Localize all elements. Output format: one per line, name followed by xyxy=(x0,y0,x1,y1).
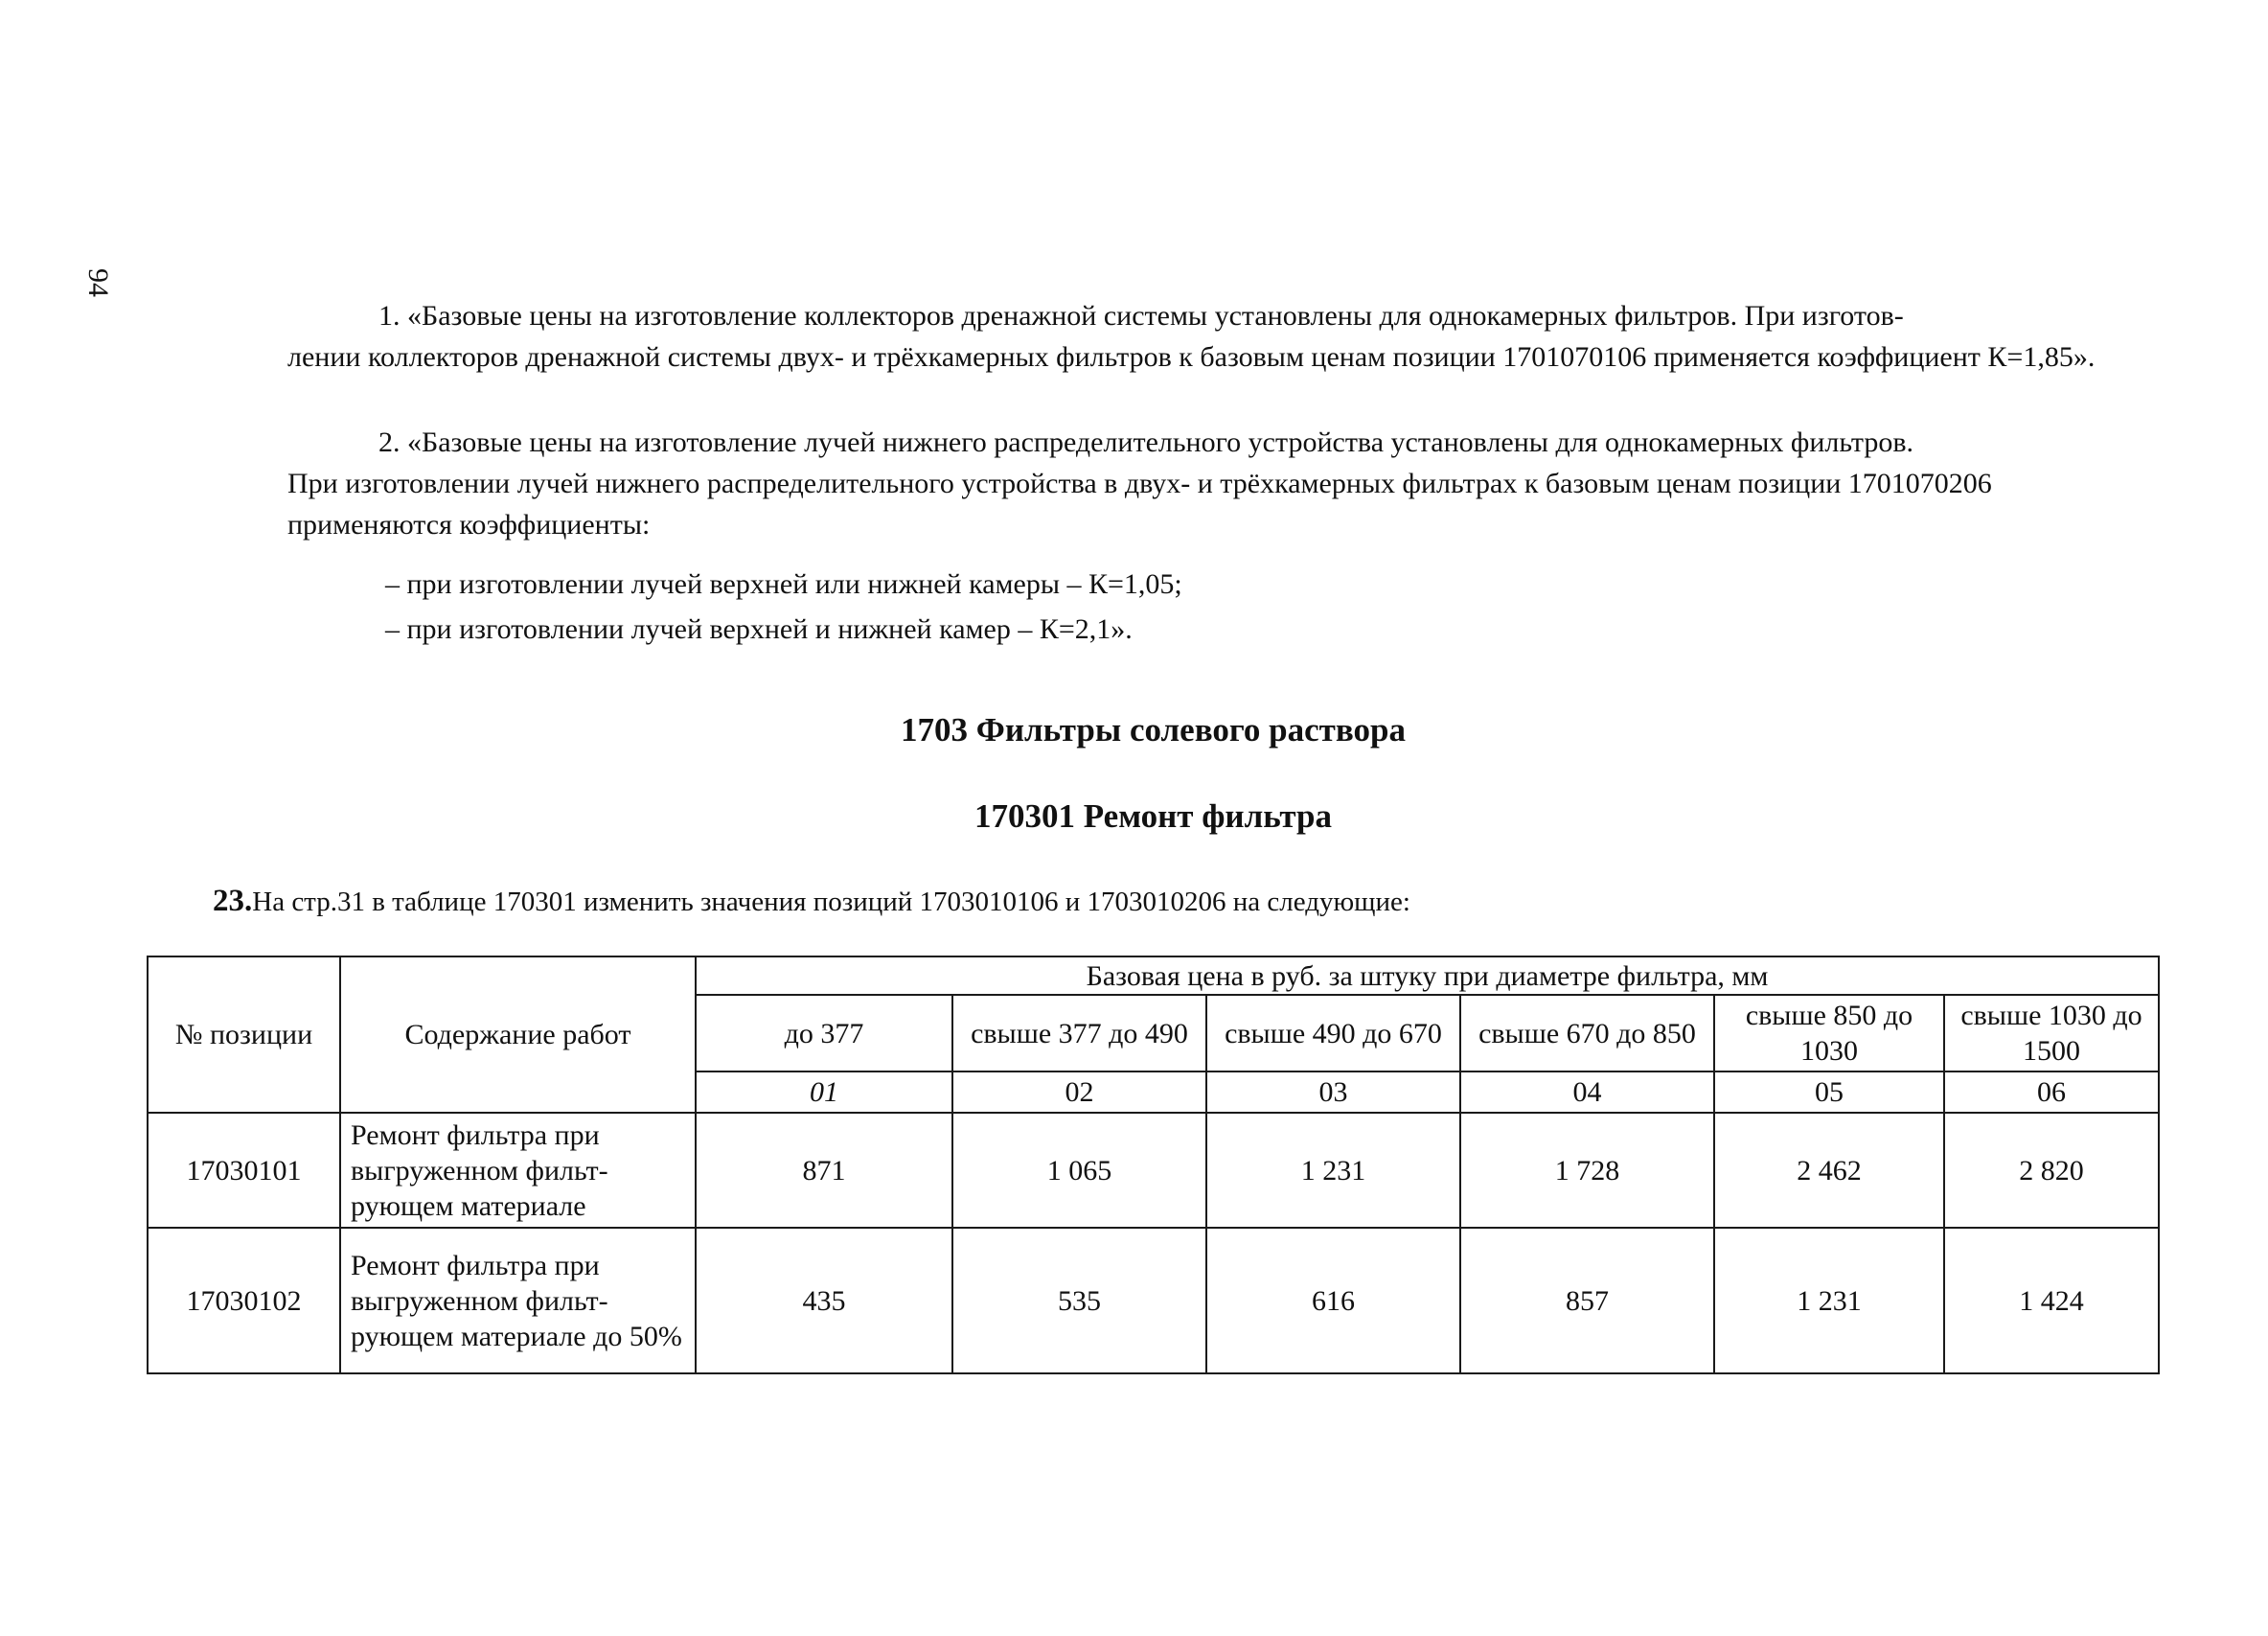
range-header: свыше 850 до 1030 xyxy=(1714,995,1944,1071)
price-cell: 871 xyxy=(696,1113,952,1228)
column-header-position: № позиции xyxy=(148,956,340,1113)
instruction-text: На стр.31 в таблице 170301 изменить значения позиций 1703010106 и 1703010206 на следующие: xyxy=(252,887,1410,917)
instruction xyxy=(213,884,1410,919)
column-code: 06 xyxy=(1944,1071,2159,1113)
coefficient-item: – при изготовлении лучей верхней или нижней камеры – К=1,05; xyxy=(385,568,1182,600)
work-cell: Ремонт фильтра при выгруженном фильтрующем материале xyxy=(340,1113,696,1228)
column-code: 03 xyxy=(1206,1071,1460,1113)
price-cell: 1 728 xyxy=(1460,1113,1714,1228)
price-cell: 1 424 xyxy=(1944,1228,2159,1373)
work-cell: Ремонт фильтра при выгруженном фильтрующем материале до 50% xyxy=(340,1228,696,1373)
price-cell: 2 462 xyxy=(1714,1113,1944,1228)
table-header-row xyxy=(148,956,2159,995)
paragraph-1-rest: лении коллекторов дренажной системы двух- и трёхкамерных фильтров к базовым ценам позиции 1701070106 применяется коэффициент К=1,85». xyxy=(287,341,2096,373)
coefficient-item: – при изготовлении лучей верхней и нижней камер – К=2,1». xyxy=(385,613,1133,645)
price-cell: 2 820 xyxy=(1944,1113,2159,1228)
column-header-work: Содержание работ xyxy=(340,956,696,1113)
paragraph-1-first-line: 1. «Базовые цены на изготовление коллекторов дренажной системы установлены для однокамерных фильтров. При изготов- xyxy=(378,300,1904,332)
page-number: 94 xyxy=(82,268,114,297)
price-cell: 435 xyxy=(696,1228,952,1373)
instruction-number: 23. xyxy=(213,884,253,918)
price-group-header: Базовая цена в руб. за штуку при диаметре фильтра, мм xyxy=(696,956,2159,995)
price-cell: 1 231 xyxy=(1714,1228,1944,1373)
price-cell: 857 xyxy=(1460,1228,1714,1373)
subsection-heading: 170301 Ремонт фильтра xyxy=(974,797,1332,835)
position-cell: 17030102 xyxy=(148,1228,340,1373)
price-cell: 1 231 xyxy=(1206,1113,1460,1228)
paragraph-2 xyxy=(287,422,2127,545)
table-row xyxy=(148,1228,2159,1373)
range-header: свыше 490 до 670 xyxy=(1206,995,1460,1071)
column-code: 01 xyxy=(696,1071,952,1113)
column-code: 05 xyxy=(1714,1071,1944,1113)
range-header: свыше 1030 до 1500 xyxy=(1944,995,2159,1071)
price-table xyxy=(147,956,2160,1374)
price-cell: 616 xyxy=(1206,1228,1460,1373)
range-header: свыше 377 до 490 xyxy=(952,995,1206,1071)
paragraph-2-rest: При изготовлении лучей нижнего распределительного устройства в двух- и трёхкамерных фильтрах к базовым ценам позиции 1701070206 применяются коэффициенты: xyxy=(287,468,1992,541)
paragraph-1 xyxy=(287,295,2127,378)
table-row xyxy=(148,1113,2159,1228)
position-cell: 17030101 xyxy=(148,1113,340,1228)
range-header: до 377 xyxy=(696,995,952,1071)
column-code: 04 xyxy=(1460,1071,1714,1113)
section-heading: 1703 Фильтры солевого раствора xyxy=(901,711,1406,749)
range-header: свыше 670 до 850 xyxy=(1460,995,1714,1071)
price-cell: 1 065 xyxy=(952,1113,1206,1228)
column-code: 02 xyxy=(952,1071,1206,1113)
paragraph-2-first-line: 2. «Базовые цены на изготовление лучей нижнего распределительного устройства установлены для однокамерных фильтров. xyxy=(378,426,1914,458)
price-cell: 535 xyxy=(952,1228,1206,1373)
